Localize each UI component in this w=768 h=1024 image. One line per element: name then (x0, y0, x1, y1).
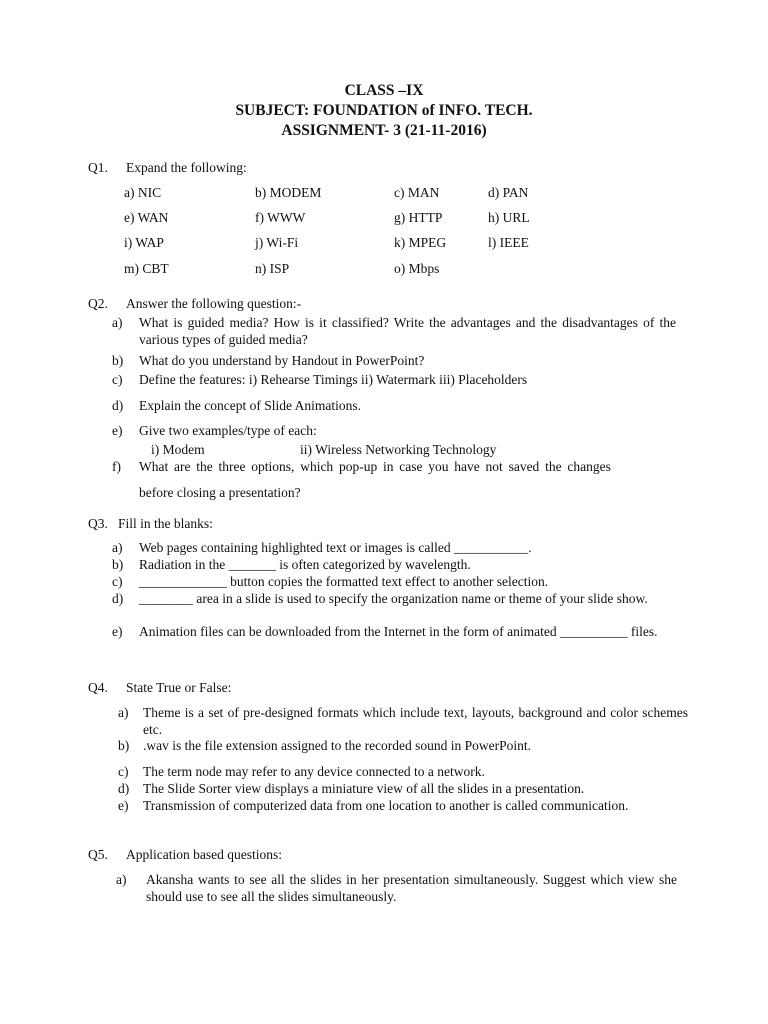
item-text: The Slide Sorter view displays a miniature view of all the slides in a presentation. (143, 781, 585, 796)
q2-e-sub-wireless: ii) Wireless Networking Technology (300, 442, 497, 457)
q2-title: Answer the following question:- (126, 296, 302, 311)
header-assignment: ASSIGNMENT- 3 (21-11-2016) (281, 122, 487, 139)
q5-title: Application based questions: (126, 847, 282, 862)
q1-cell: e) WAN (124, 210, 169, 225)
item-text: Radiation in the _______ is often categorized by wavelength. (139, 557, 471, 572)
item-text: The term node may refer to any device connected to a network. (143, 764, 485, 779)
item-text: What do you understand by Handout in PowerPoint? (139, 353, 425, 368)
item-text: What is guided media? How is it classified? Write the advantages and the disadvantages of the various types of guided media? (139, 315, 676, 347)
item-text: Give two examples/type of each: (139, 423, 317, 438)
q1-cell: l) IEEE (488, 235, 529, 250)
item-label: d) (112, 398, 124, 413)
header-class: CLASS –IX (344, 82, 424, 99)
q4-title: State True or False: (126, 680, 232, 695)
q1-cell: i) WAP (124, 235, 164, 250)
item-text: Web pages containing highlighted text or images is called ___________. (139, 540, 532, 555)
q1-cell: k) MPEG (394, 235, 447, 250)
q1-heading (88, 159, 247, 176)
q3-title: Fill in the blanks: (118, 516, 213, 531)
q4-heading (88, 679, 231, 696)
item-label: a) (118, 705, 129, 720)
item-label: e) (118, 798, 129, 813)
q1-title: Expand the following: (126, 160, 247, 175)
q3-heading (88, 515, 213, 532)
q2-number: Q2. (88, 296, 108, 311)
q1-cell: h) URL (488, 210, 530, 225)
q1-cell: m) CBT (124, 261, 169, 276)
q2-f-continuation: before closing a presentation? (139, 485, 301, 500)
item-label: b) (112, 557, 124, 572)
item-text: .wav is the file extension assigned to the recorded sound in PowerPoint. (143, 738, 532, 753)
item-label: d) (112, 591, 124, 606)
item-label: c) (112, 372, 123, 387)
item-text: Define the features: i) Rehearse Timings ii) Watermark iii) Placeholders (139, 372, 528, 387)
item-text: Animation files can be downloaded from the Internet in the form of animated __________ files. (139, 624, 658, 639)
q1-cell: d) PAN (488, 185, 529, 200)
item-text: Explain the concept of Slide Animations. (139, 398, 361, 413)
item-label: c) (112, 574, 123, 589)
q1-cell: g) HTTP (394, 210, 443, 225)
q1-cell: b) MODEM (255, 185, 322, 200)
item-label: e) (112, 423, 123, 438)
q1-cell: o) Mbps (394, 261, 440, 276)
q1-cell: n) ISP (255, 261, 290, 276)
item-label: d) (118, 781, 130, 796)
q2-heading (88, 295, 301, 312)
q2-e-sub-modem: i) Modem (151, 442, 205, 457)
q1-cell: c) MAN (394, 185, 440, 200)
item-label: c) (118, 764, 129, 779)
item-text: ________ area in a slide is used to specify the organization name or theme of your slide show. (139, 591, 648, 606)
item-text: Theme is a set of pre-designed formats which include text, layouts, background and color schemes etc. (143, 705, 688, 737)
q5-heading (88, 846, 282, 863)
item-label: f) (112, 459, 121, 474)
q1-cell: f) WWW (255, 210, 306, 225)
q1-cell: j) Wi-Fi (255, 235, 299, 250)
item-text: Akansha wants to see all the slides in her presentation simultaneously. Suggest which view she should use to see all the slides simultaneously. (146, 872, 677, 904)
item-label: e) (112, 624, 123, 639)
item-label: b) (118, 738, 130, 753)
item-text: _____________ button copies the formatted text effect to another selection. (139, 574, 549, 589)
item-label: a) (116, 872, 127, 887)
item-label: a) (112, 540, 123, 555)
q5-number: Q5. (88, 847, 108, 862)
item-text: Transmission of computerized data from one location to another is called communication. (143, 798, 629, 813)
q3-number: Q3. (88, 516, 108, 531)
item-text: What are the three options, which pop-up in case you have not saved the changes (139, 459, 611, 474)
item-label: b) (112, 353, 124, 368)
header-subject: SUBJECT: FOUNDATION of INFO. TECH. (235, 102, 533, 119)
q4-number: Q4. (88, 680, 108, 695)
q1-number: Q1. (88, 160, 108, 175)
q1-cell: a) NIC (124, 185, 162, 200)
item-label: a) (112, 315, 123, 330)
